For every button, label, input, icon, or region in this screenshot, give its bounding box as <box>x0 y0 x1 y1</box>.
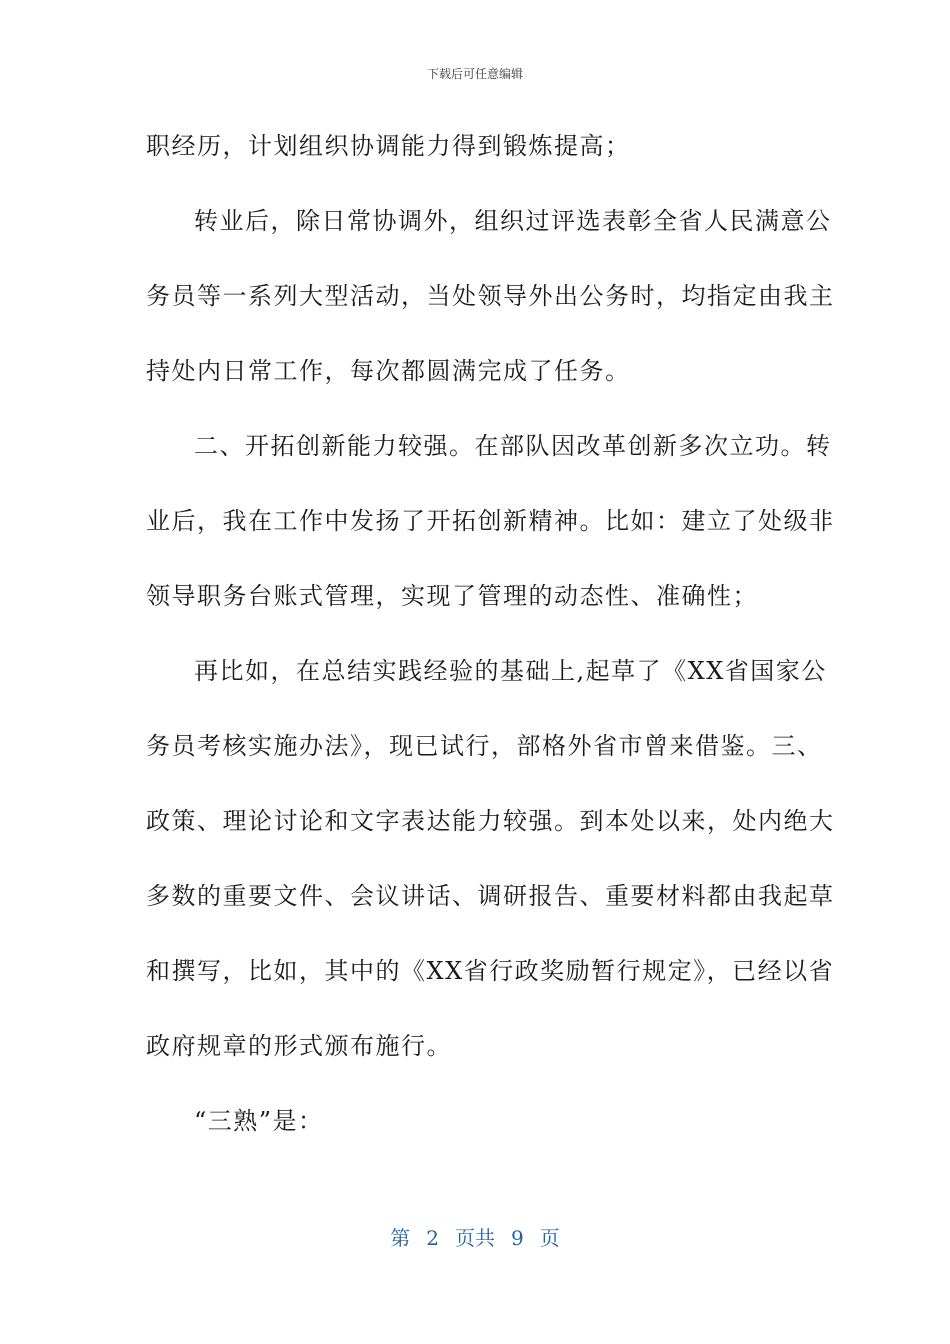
footer-label-page: 第 <box>390 1226 411 1250</box>
paragraph-line: “三熟”是： <box>194 1107 324 1135</box>
paragraph-line: 和撰写，比如，其中的《XX省行政奖励暂行规定》，已经以省 <box>146 957 835 985</box>
paragraph-line: 政策、理论讨论和文字表达能力较强。到本处以来，处内绝大 <box>146 807 835 835</box>
paragraph-line: 多数的重要文件、会议讲话、调研报告、重要材料都由我起草 <box>146 882 835 910</box>
page-header: 下载后可任意编辑 <box>426 67 523 81</box>
page-number-footer <box>0 1224 950 1252</box>
paragraph-line: 政府规章的形式颁布施行。 <box>146 1032 452 1060</box>
paragraph-line: 二、开拓创新能力较强。在部队因改革创新多次立功。转 <box>194 432 832 460</box>
footer-label-total: 页共 <box>455 1226 495 1250</box>
current-page-number: 2 <box>426 1226 439 1250</box>
paragraph-line: 务员等一系列大型活动，当处领导外出公务时，均指定由我主 <box>146 282 835 310</box>
document-body <box>146 118 835 1168</box>
footer-label-end: 页 <box>539 1226 560 1250</box>
paragraph-line: 持处内日常工作，每次都圆满完成了任务。 <box>146 357 631 385</box>
paragraph-line: 务员考核实施办法》，现已试行，部格外省市曾来借鉴。三、 <box>146 732 823 760</box>
paragraph-line: 再比如，在总结实践经验的基础上,起草了《XX省国家公 <box>194 657 827 685</box>
total-pages-number: 9 <box>511 1226 524 1250</box>
paragraph-line: 职经历，计划组织协调能力得到锻炼提高； <box>146 132 631 160</box>
paragraph-line: 领导职务台账式管理，实现了管理的动态性、准确性； <box>146 582 758 610</box>
paragraph-line: 业后，我在工作中发扬了开拓创新精神。比如：建立了处级非 <box>146 507 835 535</box>
paragraph-line: 转业后，除日常协调外，组织过评选表彰全省人民满意公 <box>194 207 832 235</box>
